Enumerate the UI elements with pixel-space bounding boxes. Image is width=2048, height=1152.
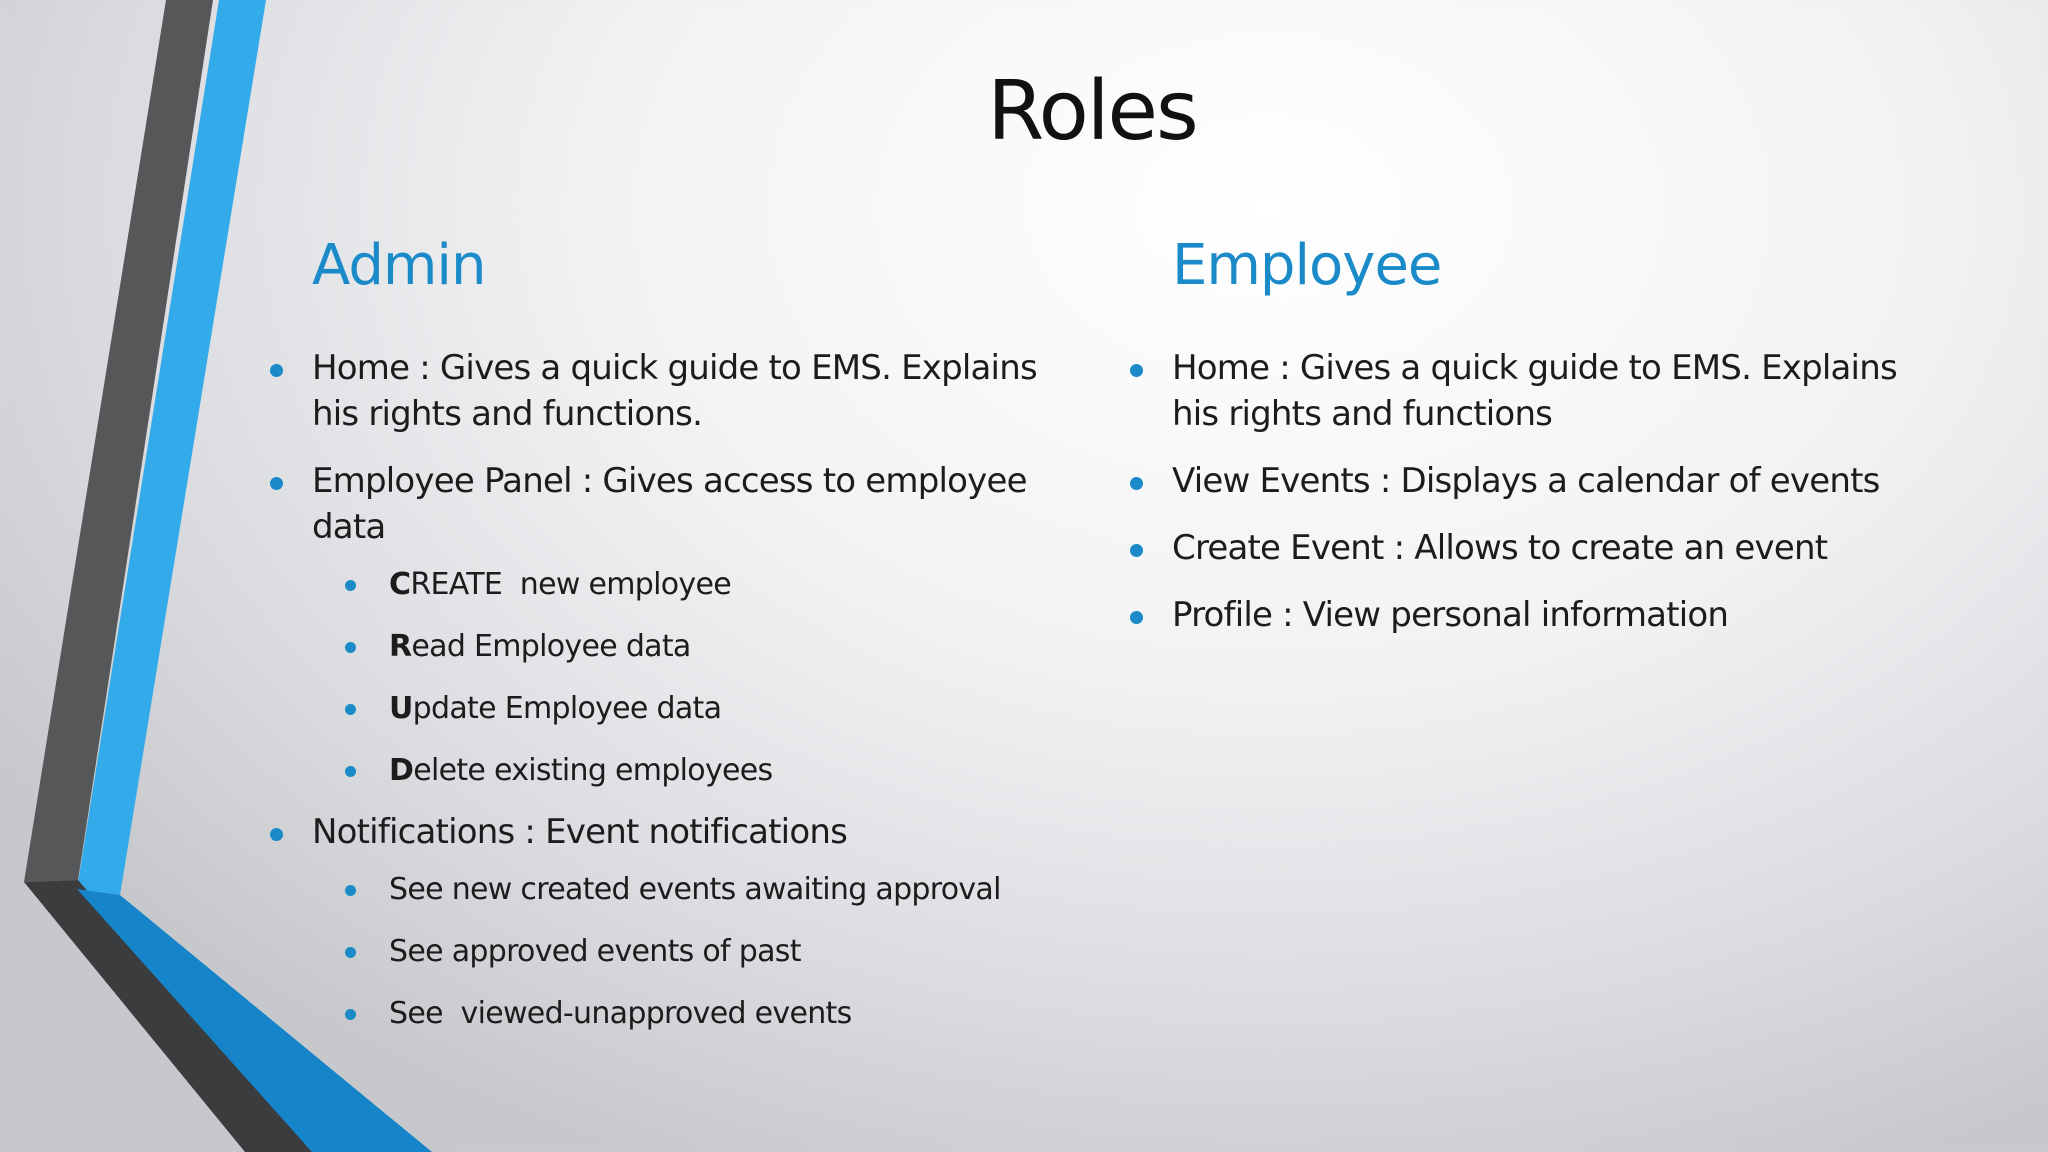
sub-list-item [389, 751, 1052, 791]
crud-letter: D [389, 753, 414, 788]
list-item [1172, 592, 1932, 638]
bullet-icon [345, 642, 356, 653]
admin-list [312, 345, 1052, 1034]
sub-list [312, 565, 1052, 791]
bullet-icon [1130, 364, 1143, 377]
crud-letter: R [389, 629, 412, 664]
list-item-text: Home : Gives a quick guide to EMS. Explains his rights and functions [1172, 348, 1897, 434]
bullet-icon [345, 1009, 356, 1020]
sub-list-item [389, 689, 1052, 729]
bullet-icon [1130, 477, 1143, 490]
list-item-text: Home : Gives a quick guide to EMS. Explains his rights and functions. [312, 348, 1037, 434]
sub-item-text: See approved events of past [389, 934, 801, 969]
list-item [312, 345, 1052, 437]
list-item-text: Create Event : Allows to create an event [1172, 528, 1828, 568]
sub-item-text: See viewed-unapproved events [389, 996, 852, 1031]
crud-letter: U [389, 691, 413, 726]
bullet-icon [345, 766, 356, 777]
crud-letter: C [389, 567, 411, 602]
sub-list-item [389, 565, 1052, 605]
sub-item-text: elete existing employees [413, 753, 773, 788]
list-item [1172, 458, 1932, 504]
bullet-icon [345, 580, 356, 591]
bullet-icon [270, 477, 283, 490]
employee-list [1172, 345, 1932, 638]
employee-heading: Employee [1172, 233, 1442, 298]
sub-list-item [389, 932, 1052, 972]
list-item [1172, 345, 1932, 437]
slide-title: Roles [987, 64, 1197, 159]
bullet-icon [270, 828, 283, 841]
list-item-text: Employee Panel : Gives access to employee data [312, 461, 1027, 547]
bullet-icon [345, 947, 356, 958]
sub-list [312, 870, 1052, 1034]
bullet-icon [345, 885, 356, 896]
bullet-icon [345, 704, 356, 715]
sub-item-text: See new created events awaiting approval [389, 872, 1001, 907]
sub-list-item [389, 870, 1052, 910]
decor-dark-wedge [24, 880, 312, 1152]
sub-list-item [389, 994, 1052, 1034]
sub-list-item [389, 627, 1052, 667]
sub-item-text: pdate Employee data [412, 691, 722, 726]
bullet-icon [270, 364, 283, 377]
list-item [1172, 525, 1932, 571]
list-item-text: View Events : Displays a calendar of events [1172, 461, 1880, 501]
list-item-text: Notifications : Event notifications [312, 812, 847, 852]
list-item [312, 809, 1052, 1034]
bullet-icon [1130, 544, 1143, 557]
bullet-icon [1130, 611, 1143, 624]
sub-item-text: ead Employee data [411, 629, 691, 664]
employee-column [1172, 224, 1932, 659]
list-item [312, 458, 1052, 791]
sub-item-text: REATE new employee [410, 567, 731, 602]
admin-heading: Admin [312, 233, 486, 298]
list-item-text: Profile : View personal information [1172, 595, 1729, 635]
admin-column [312, 224, 1052, 1052]
